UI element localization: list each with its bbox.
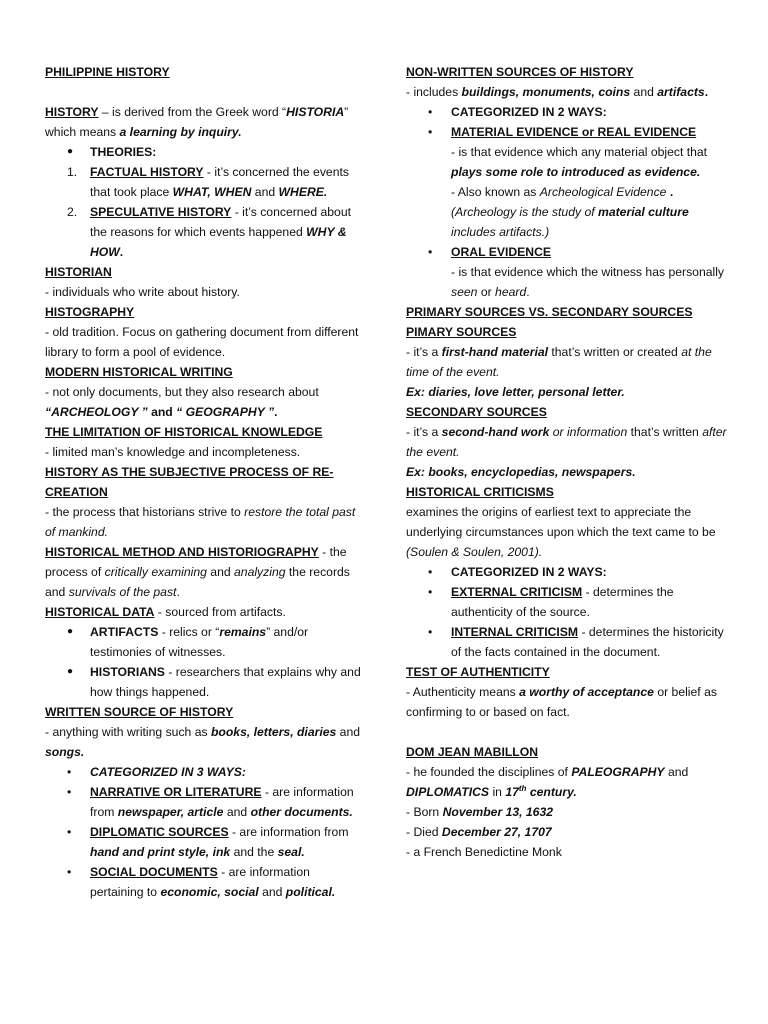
histography-heading: HISTOGRAPHY — [45, 305, 135, 319]
speculative-history-item: 2. SPECULATIVE HISTORY - it’s concerned about the reasons for which events happened WHY & HOW. — [67, 205, 352, 259]
history-definition: HISTORY – is derived from the Greek word “HISTORIA” which means a learning by inquiry. — [45, 105, 349, 139]
primary-sources-definition: - it’s a first-hand material that’s written or created at the time of the event. — [406, 345, 712, 379]
categorized-3-item: • CATEGORIZED IN 3 WAYS: — [45, 762, 365, 782]
subjective-process-heading: HISTORY AS THE SUBJECTIVE PROCESS OF RE-CREATION — [45, 465, 334, 499]
bullet-icon: • — [67, 785, 72, 799]
bullet-icon: • — [428, 125, 433, 139]
categorized-2b-item: • CATEGORIZED IN 2 WAYS: — [406, 562, 736, 582]
archeology-note: (Archeology is the study of material culture includes artifacts.) — [451, 205, 689, 239]
material-evidence-item: • MATERIAL EVIDENCE or REAL EVIDENCE — [406, 122, 736, 142]
bullet-icon: • — [428, 105, 433, 119]
categorized-2-item: • CATEGORIZED IN 2 WAYS: — [406, 102, 736, 122]
written-source-heading: WRITTEN SOURCE OF HISTORY — [45, 705, 234, 719]
historical-data-definition: HISTORICAL DATA - sourced from artifacts. — [45, 605, 286, 619]
social-documents-item: • SOCIAL DOCUMENTS - are information pertaining to economic, social and political. — [45, 862, 365, 902]
bullet-icon: ● — [67, 626, 74, 637]
authenticity-heading: TEST OF AUTHENTICITY — [406, 665, 550, 679]
theories-item: ● THEORIES: — [45, 142, 365, 162]
criticisms-definition: examines the origins of earliest text to appreciate the underlying circumstances upon which the text came to be (Soulen & Soulen, 2001). — [406, 505, 716, 559]
material-evidence-definition: - is that evidence which any material object that plays some role to introduced as evidence. — [451, 145, 708, 179]
secondary-sources-example: Ex: books, encyclopedias, newspapers. — [406, 465, 636, 479]
limitation-heading: THE LIMITATION OF HISTORICAL KNOWLEDGE — [45, 425, 323, 439]
modern-writing-definition: - not only documents, but they also research about “ARCHEOLOGY ” and “ GEOGRAPHY ”. — [45, 385, 319, 419]
bullet-icon: • — [67, 825, 72, 839]
subjective-process-definition: - the process that historians strive to restore the total past of mankind. — [45, 505, 356, 539]
primary-sources-example: Ex: diaries, love letter, personal letter. — [406, 385, 625, 399]
narrative-item: • NARRATIVE OR LITERATURE - are information from newspaper, article and other documents. — [45, 782, 365, 822]
bullet-icon: ● — [67, 666, 74, 677]
factual-history-item: 1. FACTUAL HISTORY - it’s concerned the events that took place WHAT, WHEN and WHERE. — [67, 165, 349, 199]
historian-heading: HISTORIAN — [45, 265, 112, 279]
mabillon-disciplines: - he founded the disciplines of PALEOGRAPHY and DIPLOMATICS in 17th century. — [406, 765, 689, 799]
right-column — [406, 62, 736, 862]
modern-writing-heading: MODERN HISTORICAL WRITING — [45, 365, 233, 379]
written-source-definition: - anything with writing such as books, letters, diaries and songs. — [45, 725, 361, 759]
bullet-icon: • — [428, 565, 433, 579]
bullet-icon: • — [67, 765, 72, 779]
authenticity-definition: - Authenticity means a worthy of acceptance or belief as confirming to or based on fact. — [406, 685, 717, 719]
oral-evidence-definition: - is that evidence which the witness has personally seen or heard. — [451, 265, 725, 299]
diplomatic-item: • DIPLOMATIC SOURCES - are information from hand and print style, ink and the seal. — [45, 822, 365, 862]
histography-definition: - old tradition. Focus on gathering document from different library to form a pool of evidence. — [45, 325, 359, 359]
mabillon-died: - Died December 27, 1707 — [406, 825, 552, 839]
historians-item: ● HISTORIANS - researchers that explains why and how things happened. — [45, 662, 365, 702]
artifacts-item: ● ARTIFACTS - relics or “remains” and/or testimonies of witnesses. — [45, 622, 365, 662]
internal-criticism-item: • INTERNAL CRITICISM - determines the historicity of the facts contained in the document. — [406, 622, 736, 662]
bullet-icon: • — [428, 625, 433, 639]
primary-sources-heading: PIMARY SOURCES — [406, 325, 517, 339]
historian-definition: - individuals who write about history. — [45, 285, 240, 299]
limitation-definition: - limited man’s knowledge and incompleteness. — [45, 445, 301, 459]
bullet-icon: • — [428, 585, 433, 599]
mabillon-monk: - a French Benedictine Monk — [406, 845, 562, 859]
mabillon-born: - Born November 13, 1632 — [406, 805, 554, 819]
bullet-icon: ● — [67, 146, 74, 157]
page-title: PHILIPPINE HISTORY — [45, 65, 170, 79]
criticisms-heading: HISTORICAL CRITICISMS — [406, 485, 554, 499]
secondary-sources-definition: - it’s a second-hand work or information that’s written after the event. — [406, 425, 727, 459]
non-written-definition: - includes buildings, monuments, coins and artifacts. — [406, 85, 709, 99]
non-written-heading: NON-WRITTEN SOURCES OF HISTORY — [406, 65, 634, 79]
left-column — [45, 62, 365, 902]
historical-method-definition: HISTORICAL METHOD AND HISTORIOGRAPHY - the process of critically examining and analyzing the records and survivals of the past. — [45, 545, 350, 599]
mabillon-heading: DOM JEAN MABILLON — [406, 745, 539, 759]
oral-evidence-item: • ORAL EVIDENCE — [406, 242, 736, 262]
external-criticism-item: • EXTERNAL CRITICISM - determines the authenticity of the source. — [406, 582, 736, 622]
secondary-sources-heading: SECONDARY SOURCES — [406, 405, 547, 419]
bullet-icon: • — [428, 245, 433, 259]
bullet-icon: • — [67, 865, 72, 879]
primary-vs-secondary-heading: PRIMARY SOURCES VS. SECONDARY SOURCES — [406, 305, 693, 319]
material-evidence-aka: - Also known as Archeological Evidence . — [451, 185, 674, 199]
